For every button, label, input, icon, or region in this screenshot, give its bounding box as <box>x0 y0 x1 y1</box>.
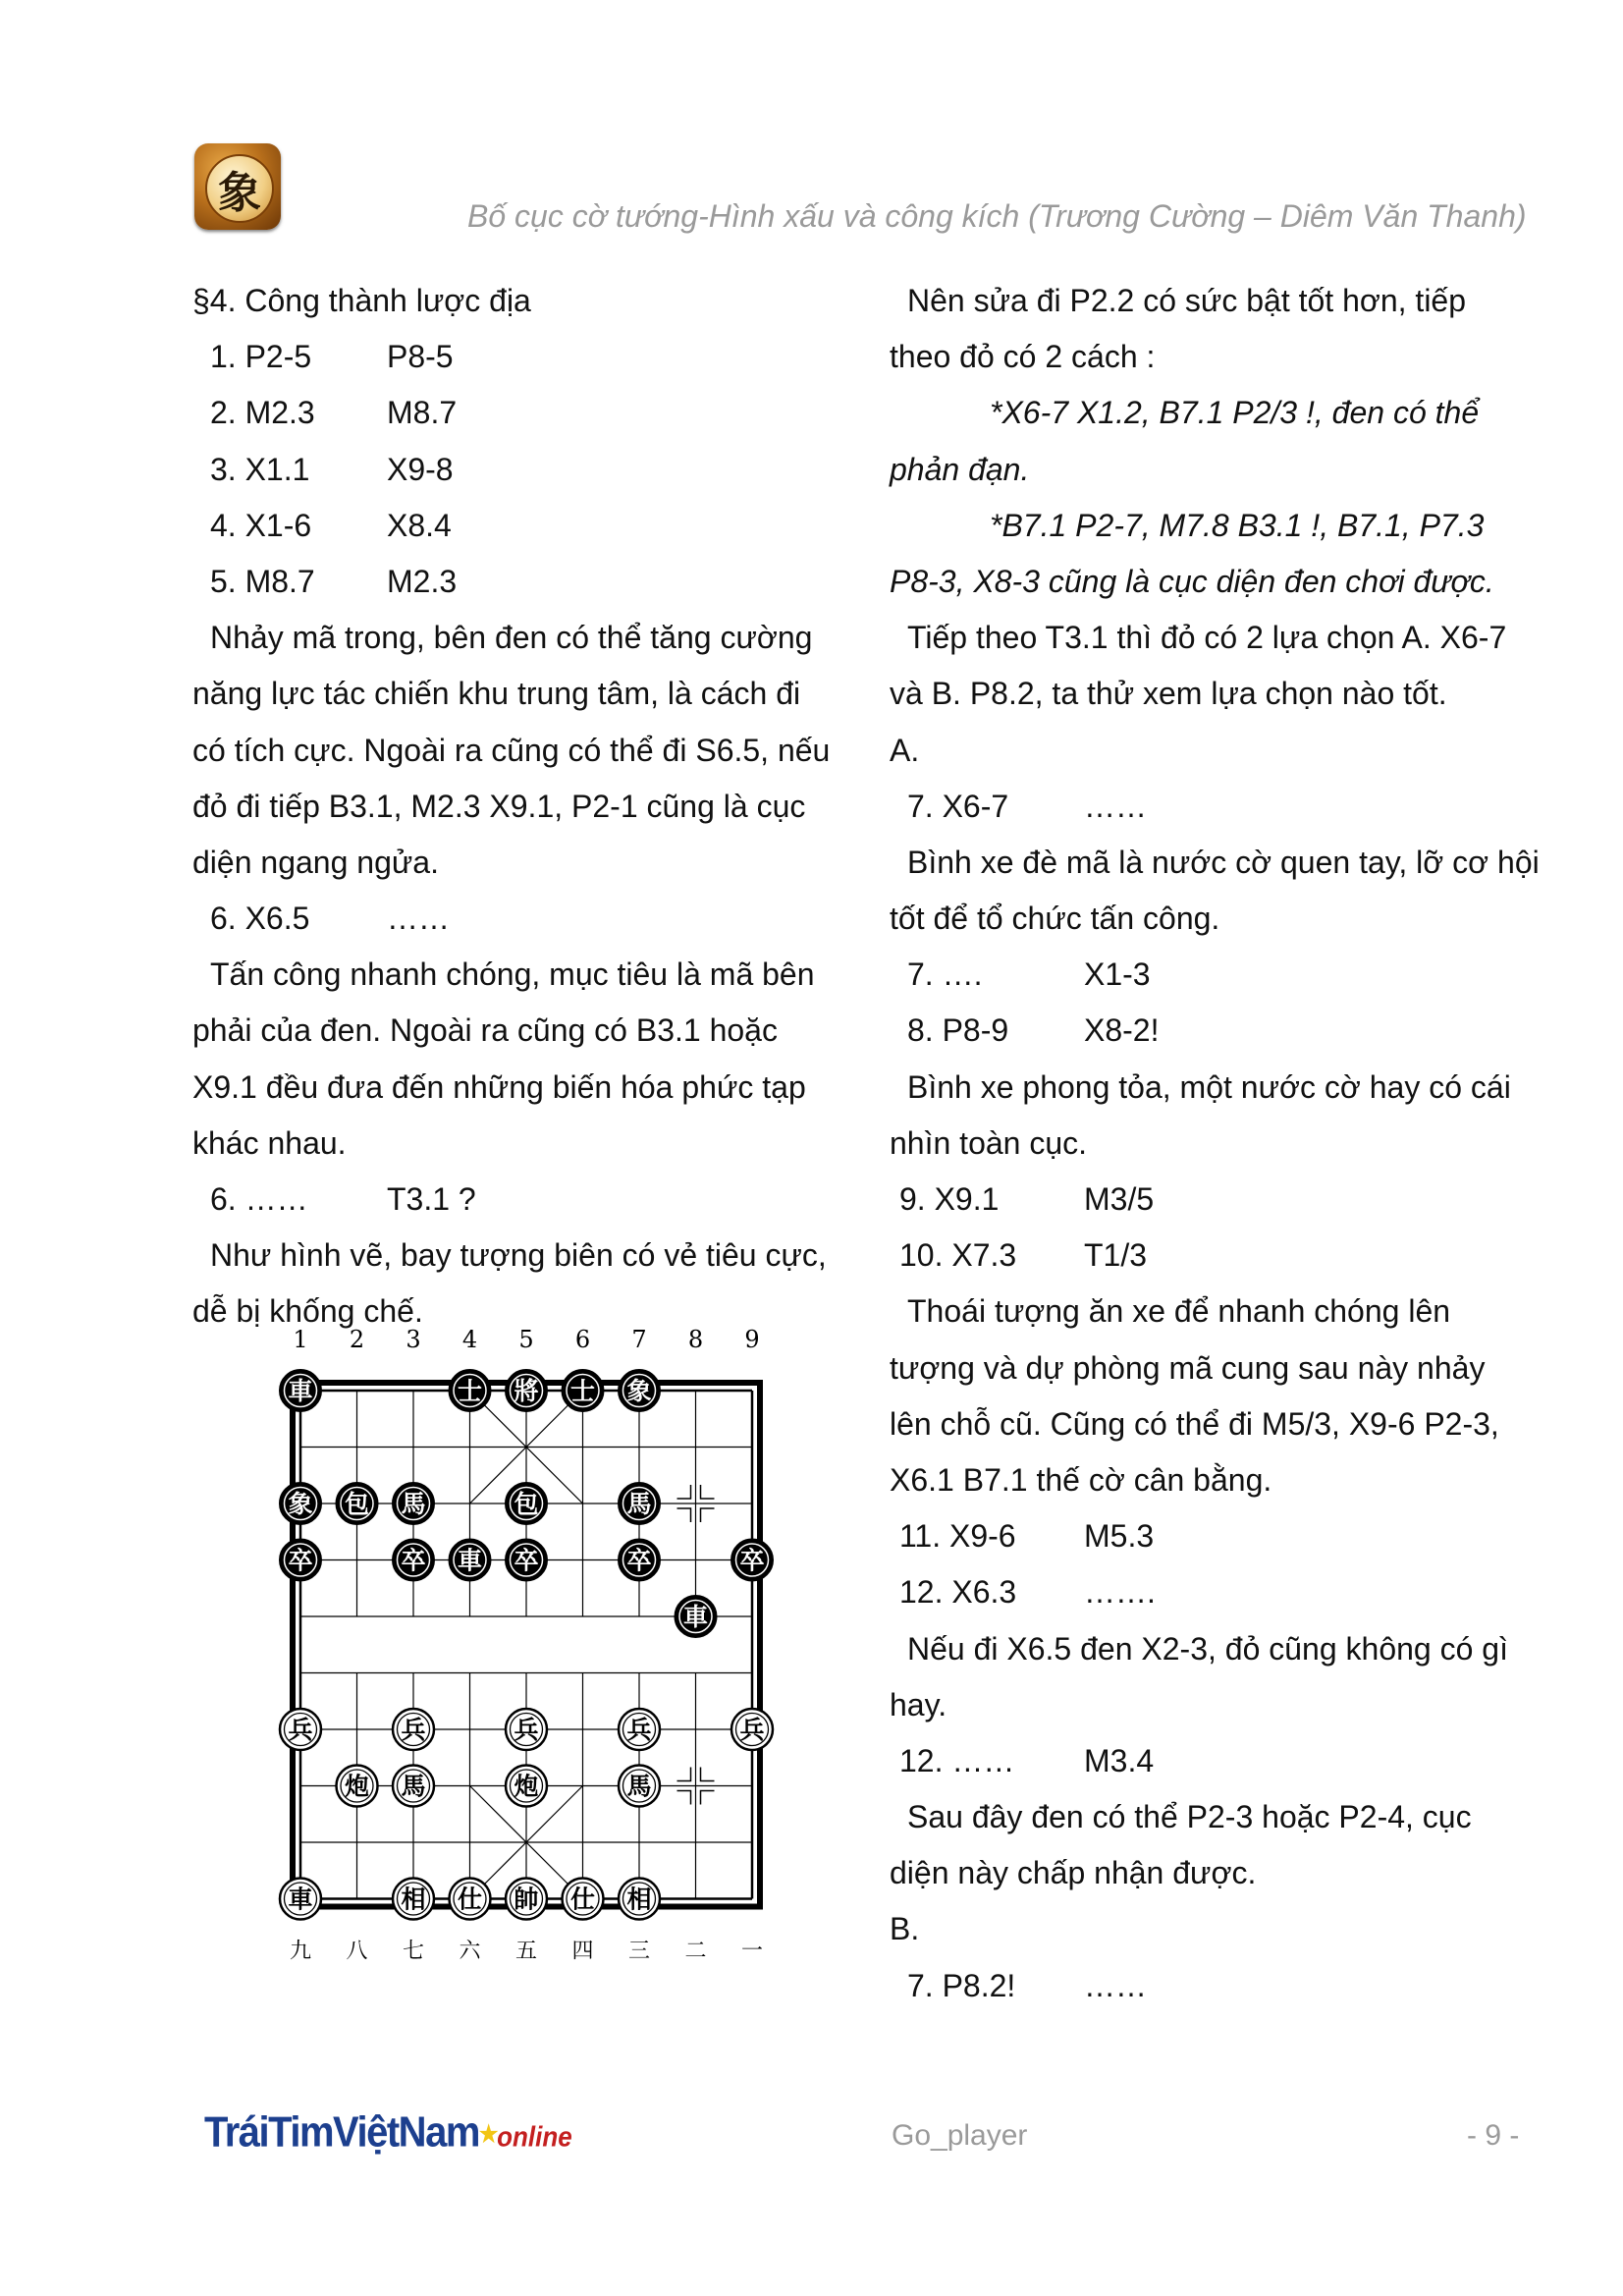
piece-label: 車 <box>682 1603 709 1631</box>
black-piece <box>619 1483 660 1524</box>
paragraph-line: Sau đây đen có thể P2-3 hoặc P2-4, cục <box>907 1799 1472 1835</box>
red-piece <box>619 1766 660 1807</box>
red-piece <box>393 1766 434 1807</box>
piece-label: 卒 <box>401 1546 426 1575</box>
file-number-top: 5 <box>518 1326 534 1353</box>
paragraph-line: tượng và dự phòng mã cung sau này nhảy <box>890 1349 1486 1386</box>
move-row <box>890 1508 1557 1564</box>
piece-label: 包 <box>514 1490 539 1518</box>
move-black: X8.4 <box>387 507 452 543</box>
move-black: P8-5 <box>387 339 454 375</box>
move-black: T3.1 ? <box>387 1181 476 1217</box>
move-black: T1/3 <box>1084 1237 1148 1274</box>
piece-label: 象 <box>288 1490 313 1518</box>
move-red: 4. X1-6 <box>210 507 312 543</box>
mark-corner <box>701 1508 715 1522</box>
move-row <box>192 385 860 441</box>
black-piece <box>280 1370 321 1411</box>
paragraph-line: và B. P8.2, ta thử xem lựa chọn nào tốt. <box>890 676 1447 712</box>
move-row <box>890 779 1557 835</box>
piece-label: 兵 <box>514 1716 539 1744</box>
move-black: M3.4 <box>1084 1742 1155 1778</box>
move-red: 7. …. <box>907 957 983 993</box>
paragraph-line: diện này chấp nhận được. <box>890 1855 1257 1891</box>
move-red: 7. X6-7 <box>907 788 1009 824</box>
file-number-top: 6 <box>574 1326 591 1353</box>
move-row <box>890 1564 1557 1620</box>
file-number-bottom: 六 <box>459 1939 481 1964</box>
piece-label: 兵 <box>739 1716 765 1744</box>
xiangqi-board-diagram <box>265 1316 795 1984</box>
file-number-top: 2 <box>349 1326 365 1353</box>
mark-corner <box>701 1791 715 1805</box>
black-piece <box>619 1540 660 1581</box>
black-piece <box>280 1540 321 1581</box>
piece-label: 象 <box>626 1377 652 1405</box>
black-piece <box>619 1370 660 1411</box>
red-piece <box>619 1879 660 1920</box>
move-row <box>192 329 860 385</box>
paragraph-line: Tiếp theo T3.1 thì đỏ có 2 lựa chọn A. X6-7 <box>907 620 1507 656</box>
paragraph-line: X9.1 đều đưa đến những biến hóa phức tạp <box>192 1068 806 1105</box>
file-number-bottom: 五 <box>514 1939 538 1964</box>
piece-label: 將 <box>514 1377 539 1405</box>
variation-line: *X6-7 X1.2, B7.1 P2/3 !, đen có thể <box>990 395 1480 431</box>
mark-corner <box>677 1508 691 1522</box>
file-number-top: 8 <box>687 1326 704 1353</box>
footer-logo-main: TráiTimViệtNam <box>204 2108 479 2157</box>
elephant-piece-icon: 象 <box>205 154 274 223</box>
move-row <box>192 1172 860 1228</box>
piece-label: 兵 <box>626 1716 652 1744</box>
piece-label: 車 <box>288 1885 313 1914</box>
move-black: M2.3 <box>387 563 458 599</box>
move-row <box>192 554 860 610</box>
footer-author: Go_player <box>892 2119 1028 2152</box>
move-red: 12. X6.3 <box>899 1574 1017 1611</box>
piece-label: 馬 <box>626 1490 652 1518</box>
move-row <box>890 1958 1557 2014</box>
file-number-top: 3 <box>406 1326 421 1353</box>
piece-label: 相 <box>626 1885 652 1914</box>
move-red: 5. M8.7 <box>210 563 315 599</box>
piece-label: 卒 <box>739 1546 765 1575</box>
file-number-top: 1 <box>293 1326 308 1353</box>
piece-label: 馬 <box>626 1772 652 1801</box>
move-row <box>890 1733 1557 1789</box>
variation-line: *B7.1 P2-7, M7.8 B3.1 !, B7.1, P7.3 <box>990 507 1485 543</box>
page-number: - 9 - <box>1467 2119 1520 2152</box>
black-piece <box>506 1483 547 1524</box>
move-row <box>890 947 1557 1003</box>
footer-logo-online: online <box>497 2120 572 2154</box>
red-piece <box>337 1766 378 1807</box>
red-piece <box>393 1879 434 1920</box>
move-row <box>192 891 860 947</box>
paragraph-line: có tích cực. Ngoài ra cũng có thể đi S6.5, nếu <box>192 732 831 768</box>
piece-label: 仕 <box>457 1885 483 1914</box>
piece-label: 卒 <box>288 1546 313 1575</box>
star-icon: ★ <box>478 2120 498 2148</box>
mark-corner <box>677 1485 691 1499</box>
move-red: 6. …… <box>210 1181 308 1217</box>
paragraph-line: Tấn công nhanh chóng, mục tiêu là mã bên <box>210 957 815 993</box>
red-piece <box>676 1596 717 1637</box>
red-piece <box>506 1709 547 1750</box>
file-number-bottom: 三 <box>627 1939 651 1964</box>
file-number-bottom: 九 <box>289 1939 312 1964</box>
move-red: 6. X6.5 <box>210 901 310 937</box>
paragraph-line: dễ bị khống chế. <box>192 1293 423 1330</box>
move-row <box>192 442 860 498</box>
move-row <box>890 1228 1557 1284</box>
mark-corner <box>701 1768 715 1781</box>
move-row <box>890 1172 1557 1228</box>
file-number-top: 9 <box>744 1326 760 1353</box>
move-red: 12. …… <box>899 1742 1015 1778</box>
paragraph-line: đỏ đi tiếp B3.1, M2.3 X9.1, P2-1 cũng là cục <box>192 788 806 824</box>
piece-label: 仕 <box>569 1885 596 1914</box>
paragraph-line: năng lực tác chiến khu trung tâm, là cách đi <box>192 676 801 712</box>
file-number-bottom: 四 <box>571 1939 594 1964</box>
paragraph-line: X6.1 B7.1 thế cờ cân bằng. <box>890 1461 1272 1498</box>
right-column <box>890 273 1557 2014</box>
black-piece <box>337 1483 378 1524</box>
black-piece <box>280 1483 321 1524</box>
move-red: 2. M2.3 <box>210 395 315 431</box>
file-number-bottom: 七 <box>402 1939 425 1964</box>
move-row <box>192 498 860 554</box>
paragraph-line: Bình xe phong tỏa, một nước cờ hay có cái <box>907 1068 1511 1105</box>
mark-corner <box>677 1768 691 1781</box>
move-black: M5.3 <box>1084 1518 1155 1555</box>
black-piece <box>506 1540 547 1581</box>
paragraph-line: Nếu đi X6.5 đen X2-3, đỏ cũng không có gì <box>907 1630 1508 1667</box>
paragraph-line: lên chỗ cũ. Cũng có thể đi M5/3, X9-6 P2-3, <box>890 1405 1499 1442</box>
move-red: 8. P8-9 <box>907 1012 1009 1049</box>
file-number-bottom: 八 <box>346 1939 368 1964</box>
red-piece <box>506 1879 547 1920</box>
paragraph-line: phải của đen. Ngoài ra cũng có B3.1 hoặc <box>192 1012 778 1049</box>
file-number-top: 7 <box>631 1326 647 1353</box>
piece-label: 相 <box>401 1885 426 1914</box>
red-piece <box>619 1709 660 1750</box>
move-black: …… <box>1084 1967 1147 2003</box>
section-label: B. <box>890 1911 920 1947</box>
move-red: 1. P2-5 <box>210 339 312 375</box>
left-column <box>192 273 860 1340</box>
xiangqi-board <box>265 1316 795 1984</box>
move-black: ……. <box>1084 1574 1156 1611</box>
move-black: …… <box>1084 788 1147 824</box>
piece-label: 車 <box>457 1546 483 1575</box>
red-piece <box>563 1879 604 1920</box>
move-black: …… <box>387 901 450 937</box>
move-black: M3/5 <box>1084 1181 1155 1217</box>
move-row <box>890 1003 1557 1059</box>
file-number-bottom: 一 <box>740 1939 764 1964</box>
red-piece <box>731 1709 773 1750</box>
piece-label: 帥 <box>514 1885 539 1914</box>
black-piece <box>393 1540 434 1581</box>
footer-logo <box>204 2108 572 2173</box>
variation-line: P8-3, X8-3 cũng là cục diện đen chơi được. <box>890 563 1494 599</box>
file-number-bottom: 二 <box>684 1939 707 1964</box>
black-piece <box>563 1370 604 1411</box>
paragraph-line: Nên sửa đi P2.2 có sức bật tốt hơn, tiếp <box>907 283 1467 318</box>
piece-label: 車 <box>288 1377 313 1405</box>
paragraph-line: Thoái tượng ăn xe để nhanh chóng lên <box>907 1293 1451 1330</box>
move-red: 11. X9-6 <box>899 1518 1016 1555</box>
red-piece <box>450 1540 491 1581</box>
piece-label: 士 <box>569 1377 596 1405</box>
move-red: 7. P8.2! <box>907 1967 1016 2003</box>
header-title: Bố cục cờ tướng-Hình xấu và công kích (Trương Cường – Diêm Văn Thanh) <box>467 198 1527 234</box>
red-piece <box>506 1766 547 1807</box>
paragraph-line: nhìn toàn cục. <box>890 1124 1088 1161</box>
paragraph-line: hay. <box>890 1686 947 1722</box>
move-black: X1-3 <box>1084 957 1151 993</box>
file-number-top: 4 <box>461 1326 478 1353</box>
paragraph-line: Như hình vẽ, bay tượng biên có vẻ tiêu cực, <box>210 1237 827 1274</box>
paragraph-line: Bình xe đè mã là nước cờ quen tay, lỡ cơ hội <box>907 844 1540 880</box>
piece-label: 士 <box>457 1377 483 1405</box>
piece-label: 兵 <box>288 1716 313 1744</box>
black-piece <box>731 1540 773 1581</box>
black-piece <box>393 1483 434 1524</box>
piece-label: 炮 <box>514 1772 539 1801</box>
move-red: 10. X7.3 <box>899 1237 1017 1274</box>
piece-label: 炮 <box>344 1772 370 1801</box>
red-piece <box>280 1709 321 1750</box>
move-black: X8-2! <box>1084 1012 1160 1049</box>
piece-label: 包 <box>344 1490 370 1518</box>
move-red: 9. X9.1 <box>899 1181 1000 1217</box>
red-piece <box>280 1879 321 1920</box>
paragraph-line: diện ngang ngửa. <box>192 844 439 880</box>
chess-logo <box>194 143 281 230</box>
piece-label: 馬 <box>401 1490 426 1518</box>
variation-line: phản đạn. <box>890 451 1030 487</box>
mark-corner <box>677 1791 691 1805</box>
piece-label: 馬 <box>401 1772 426 1801</box>
section-label: A. <box>890 732 920 768</box>
move-black: M8.7 <box>387 395 458 431</box>
mark-corner <box>701 1485 715 1499</box>
paragraph-line: khác nhau. <box>192 1124 347 1161</box>
section-heading: §4. Công thành lược địa <box>192 283 531 318</box>
paragraph-line: theo đỏ có 2 cách : <box>890 339 1156 375</box>
paragraph-line: tốt để tổ chức tấn công. <box>890 901 1220 937</box>
red-piece <box>393 1709 434 1750</box>
paragraph-line: Nhảy mã trong, bên đen có thể tăng cường <box>210 620 813 656</box>
black-piece <box>450 1370 491 1411</box>
black-piece <box>506 1370 547 1411</box>
piece-label: 兵 <box>401 1716 426 1744</box>
red-piece <box>450 1879 491 1920</box>
move-red: 3. X1.1 <box>210 451 310 487</box>
move-black: X9-8 <box>387 451 454 487</box>
piece-label: 卒 <box>626 1546 652 1575</box>
piece-label: 卒 <box>514 1546 539 1575</box>
